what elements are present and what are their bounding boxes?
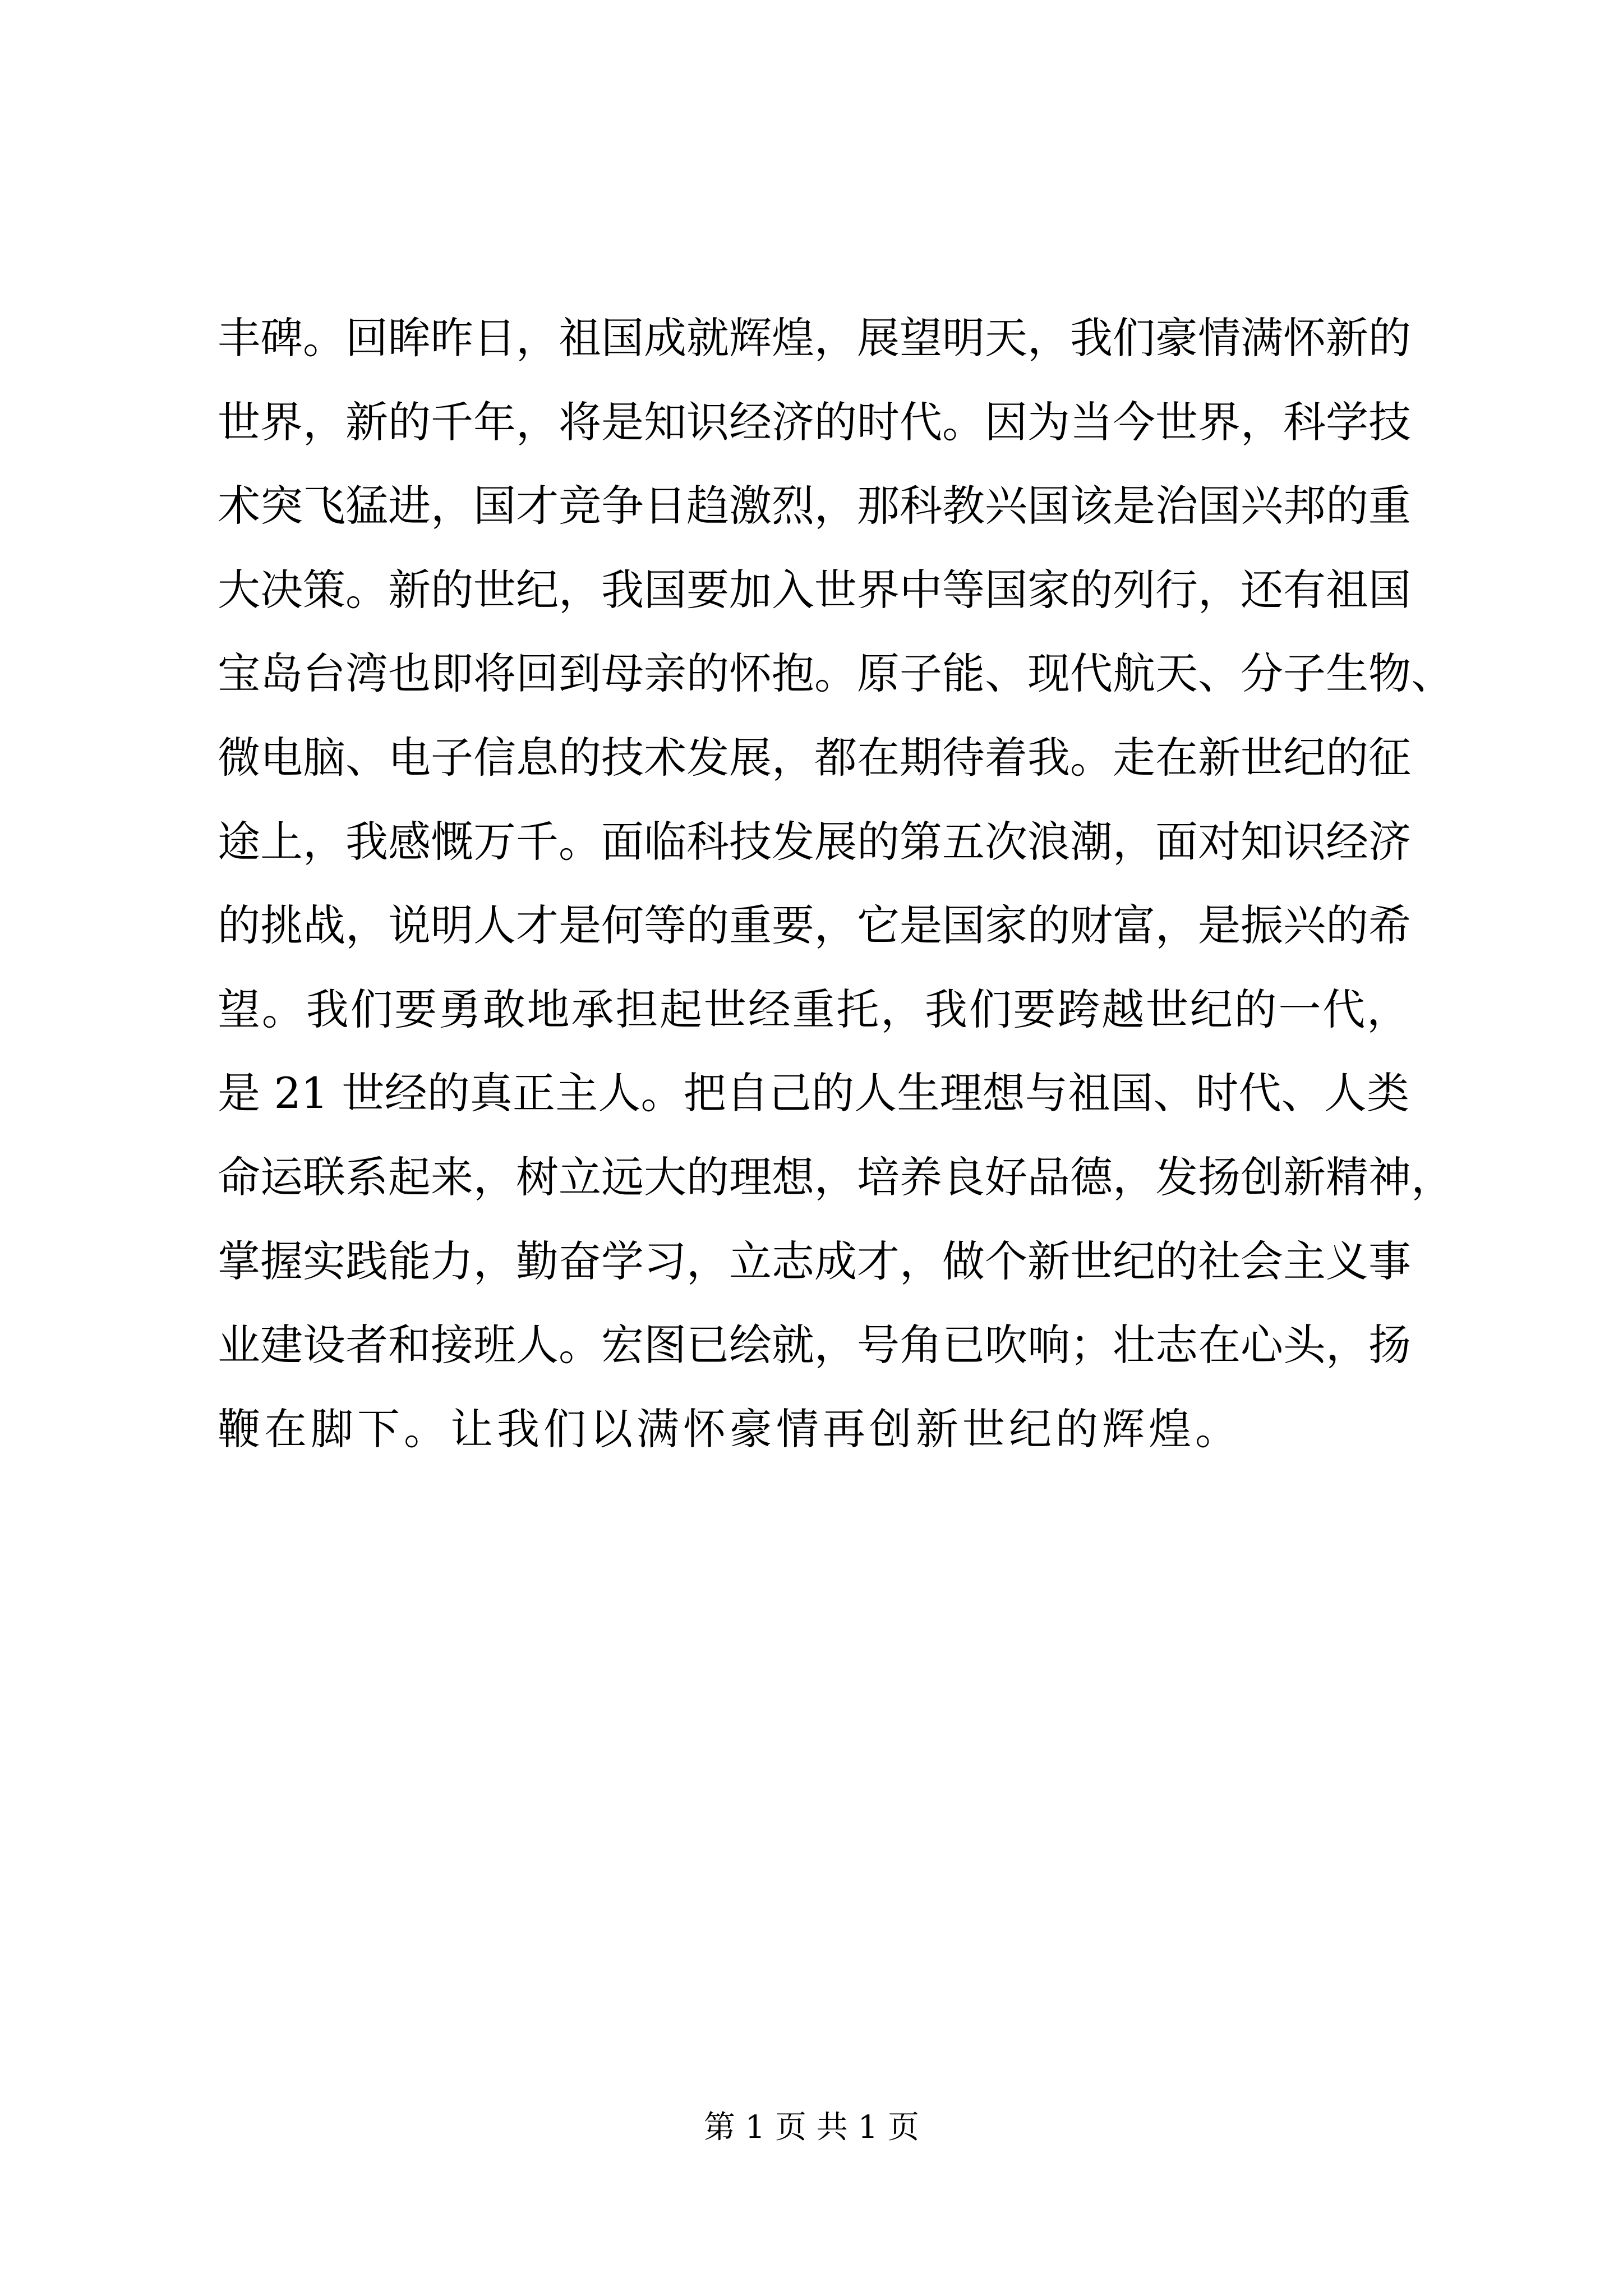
text-line: 途上，我感慨万千。面临科技发展的第五次浪潮，面对知识经济 (218, 816, 1411, 867)
text-line: 世界，新的千年，将是知识经济的时代。因为当今世界，科学技 (218, 397, 1411, 447)
text-line: 术突飞猛进，国才竞争日趋激烈，那科教兴国该是治国兴邦的重 (218, 481, 1411, 531)
text-line: 的挑战，说明人才是何等的重要，它是国家的财富，是振兴的希 (218, 900, 1411, 951)
text-line: 是 21 世经的真正主人。把自己的人生理想与祖国、时代、人类 (218, 1068, 1409, 1119)
text-line: 微电脑、电子信息的技术发展，都在期待着我。走在新世纪的征 (218, 732, 1411, 783)
page-footer: 第 1 页 共 1 页 (703, 2109, 920, 2146)
text-line: 丰碑。回眸昨日，祖国成就辉煌，展望明天，我们豪情满怀新的 (218, 313, 1411, 363)
text-line: 望。我们要勇敢地承担起世经重托，我们要跨越世纪的一代， (218, 984, 1409, 1034)
text-line: 宝岛台湾也即将回到母亲的怀抱。原子能、现代航天、分子生物、 (218, 648, 1454, 699)
text-line: 业建设者和接班人。宏图已绘就，号角已吹响；壮志在心头，扬 (218, 1320, 1411, 1370)
text-line: 鞭在脚下。让我们以满怀豪情再创新世纪的辉煌。 (218, 1404, 1242, 1454)
text-line: 大决策。新的世纪，我国要加入世界中等国家的列行，还有祖国 (218, 564, 1411, 615)
text-line: 命运联系起来，树立远大的理想，培养良好品德，发扬创新精神， (218, 1152, 1454, 1202)
body-text (218, 296, 1454, 1471)
text-line: 掌握实践能力，勤奋学习，立志成才，做个新世纪的社会主义事 (218, 1236, 1411, 1286)
